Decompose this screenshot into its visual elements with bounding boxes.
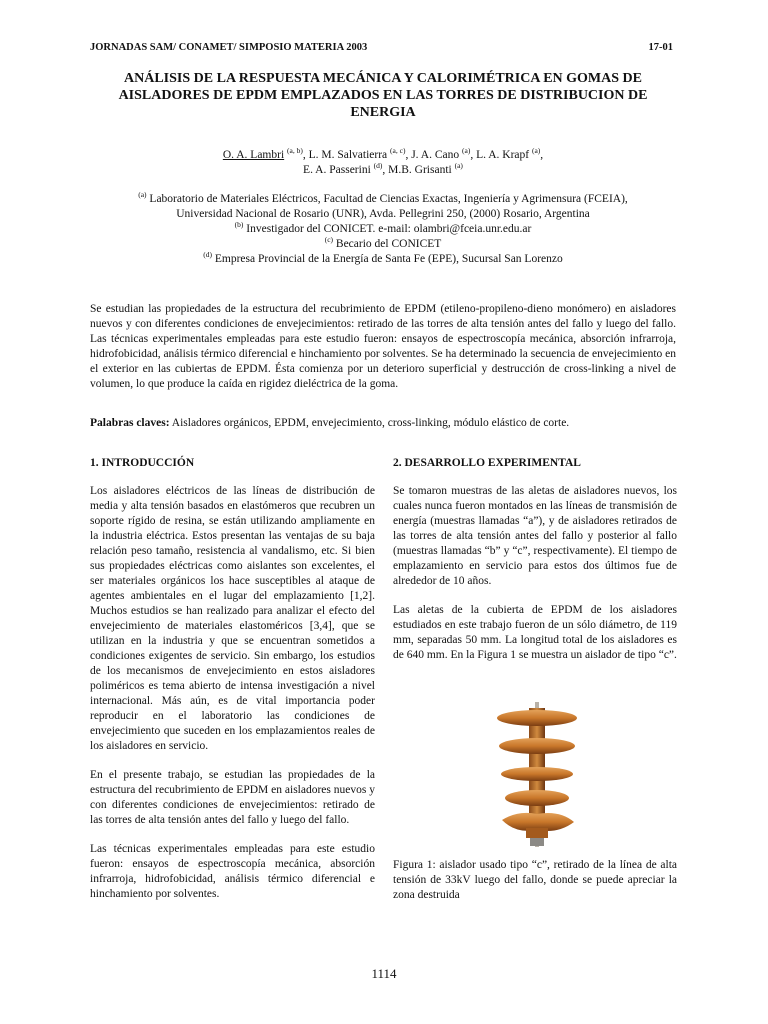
author-name: J. A. Cano <box>411 149 460 161</box>
affiliation-text: Laboratorio de Materiales Eléctricos, Facultad de Ciencias Exactas, Ingeniería y Agrimensura (FCEIA), <box>149 193 628 205</box>
page-number: 1114 <box>371 966 397 981</box>
abstract: Se estudian las propiedades de la estructura del recubrimiento de EPDM (etileno-propileno-dieno monómero) en aisladores nuevos y con diferentes condiciones de envejecimientos: retirado de las torres de alta tensión antes del fallo y luego del fallo. Las técnicas experimentales empleadas para este estudio fueron: ensayos de espectroscopía mecánica, absorción infrarroja, hidrofobicidad, análisis térmico diferencial e hinchamiento por solventes. Se ha determinado la secuencia de envejecimiento en el exterior en las cubiertas de EPDM. Ésta comienza por un deterioro superficial y destrucción de cross-linking a nivel de volumen, lo que produce la caída en rigidez dieléctrica de la goma. <box>90 303 676 390</box>
author-name: O. A. Lambri <box>222 149 285 161</box>
section-heading-introduccion: 1. INTRODUCCIÓN <box>90 457 195 469</box>
affiliation-sup: (b) <box>234 220 244 230</box>
author-sup: (a) <box>531 146 541 156</box>
paragraph: Los aisladores eléctricos de las líneas de distribución de media y alta tensión basados en elastómeros que recubren un soporte rígido de resina, se están utilizando ampliamente en la industria eléctrica. Estos presentan las ventajas de su baja relación peso tamaño, resistencia al vandalismo, etc. Si bien sus propiedades eléctricas como aislantes son excelentes, el ser materiales orgánicos los hace susceptibles al ataque de agentes ambientales en el lugar del emplazamiento [1,2]. Muchos estudios se han realizado para analizar el efecto del envejecimiento de materiales elastoméricos [3,4], que se utilizan en la industria y que se encuentran sometidos a condiciones exigentes de servicio. Sin embargo, los estudios de los mecanismos de envejecimiento en estos aisladores poliméricos es tema abierto de intensa investigación a nivel internacional. Más aún, es de vital importancia poder reproducir en el laboratorio las condiciones de envejecimiento que suceden en los emplazamientos reales de los aisladores en servicio. <box>90 485 375 752</box>
author-sep: , <box>302 149 309 161</box>
author-sep: , <box>540 149 544 161</box>
affiliation-line <box>90 192 676 207</box>
paragraph: Las aletas de la cubierta de EPDM de los aisladores estudiados en este trabajo fueron de un sólo diámetro, de 119 mm, separadas 50 mm. La longitud total de los aisladores es de 640 mm. En la Figura 1 se muestra un aislador de tipo “c”. <box>393 604 677 661</box>
affiliation-sup: (a) <box>138 190 147 200</box>
author-sup: (a) <box>454 161 463 171</box>
author-sep: , <box>470 149 477 161</box>
affiliation-text: Empresa Provincial de la Energía de Santa Fe (EPE), Sucursal San Lorenzo <box>214 253 563 265</box>
figure-caption: Figura 1: aislador usado tipo “c”, retirado de la línea de alta tensión de 33kV luego del fallo, donde se puede apreciar la zona destruida <box>393 859 677 901</box>
affiliation-text: Investigador del CONICET. e-mail: olambri@fceia.unr.edu.ar <box>246 223 532 235</box>
paragraph: En el presente trabajo, se estudian las propiedades de la estructura del recubrimiento de EPDM en aisladores nuevos y con diferentes condiciones de envejecimientos: retirado de las torres de alta tensión antes del fallo y luego del fallo. <box>90 769 375 826</box>
affiliations <box>90 192 676 267</box>
author-sup: (d) <box>373 161 383 171</box>
author-sup: (a) <box>462 146 471 156</box>
paragraph: Se tomaron muestras de las aletas de aisladores nuevos, los cuales nunca fueron montados en las líneas de transmisión de energía (muestras llamadas “a”), y de aisladores retirados de las torres de alta tensión antes del fallo y posterior al fallo (muestras llamadas “b” y “c”, respectivamente). El tiempo de emplazamiento en servicio para estos dos últimos fue de alrededor de 10 años. <box>393 485 677 587</box>
author-name: M.B. Grisanti <box>388 164 452 176</box>
keywords-label: Palabras claves: <box>90 417 170 429</box>
author-name: L. M. Salvatierra <box>308 149 388 161</box>
affiliation-line <box>90 222 676 237</box>
affiliation-line <box>90 237 676 252</box>
keywords-text: Aisladores orgánicos, EPDM, envejecimiento, cross-linking, módulo elástico de corte. <box>169 417 570 429</box>
paper-title: ANÁLISIS DE LA RESPUESTA MECÁNICA Y CALORIMÉTRICA EN GOMAS DE AISLADORES DE EPDM EMPLAZADOS EN LAS TORRES DE DISTRIBUCION DE ENERGIA <box>118 71 648 120</box>
affiliation-text: Becario del CONICET <box>335 238 442 250</box>
conference-name: JORNADAS SAM/ CONAMET/ SIMPOSIO MATERIA 2003 <box>90 42 368 53</box>
paragraph: Las técnicas experimentales empleadas para este estudio fueron: ensayos de espectroscopía mecánica, absorción infrarroja, hidrofobicidad, análisis térmico diferencial e hinchamiento por solventes. <box>90 843 375 900</box>
author-name: E. A. Passerini <box>303 164 371 176</box>
affiliation-text: Universidad Nacional de Rosario (UNR), Avda. Pellegrini 250, (2000) Rosario, Argentina <box>176 208 590 220</box>
affiliation-line <box>90 252 676 267</box>
affiliation-sup: (d) <box>203 250 212 260</box>
right-column <box>393 484 677 677</box>
running-header <box>90 42 673 53</box>
author-name: L. A. Krapf <box>476 149 530 161</box>
left-column <box>90 484 375 916</box>
author-list <box>90 148 676 178</box>
author-sep: , <box>382 164 389 176</box>
author-sep: , <box>405 149 412 161</box>
affiliation-sup: (c) <box>324 235 334 245</box>
author-sup: (a, c) <box>390 146 406 156</box>
author-sup: (a, b) <box>287 146 303 156</box>
keywords <box>90 416 676 431</box>
section-heading-desarrollo: 2. DESARROLLO EXPERIMENTAL <box>393 457 581 469</box>
affiliation-line <box>90 207 676 222</box>
author-line-2 <box>90 163 676 178</box>
paper-id: 17-01 <box>648 42 673 53</box>
author-line-1 <box>90 148 676 163</box>
insulator-photo <box>488 702 586 847</box>
